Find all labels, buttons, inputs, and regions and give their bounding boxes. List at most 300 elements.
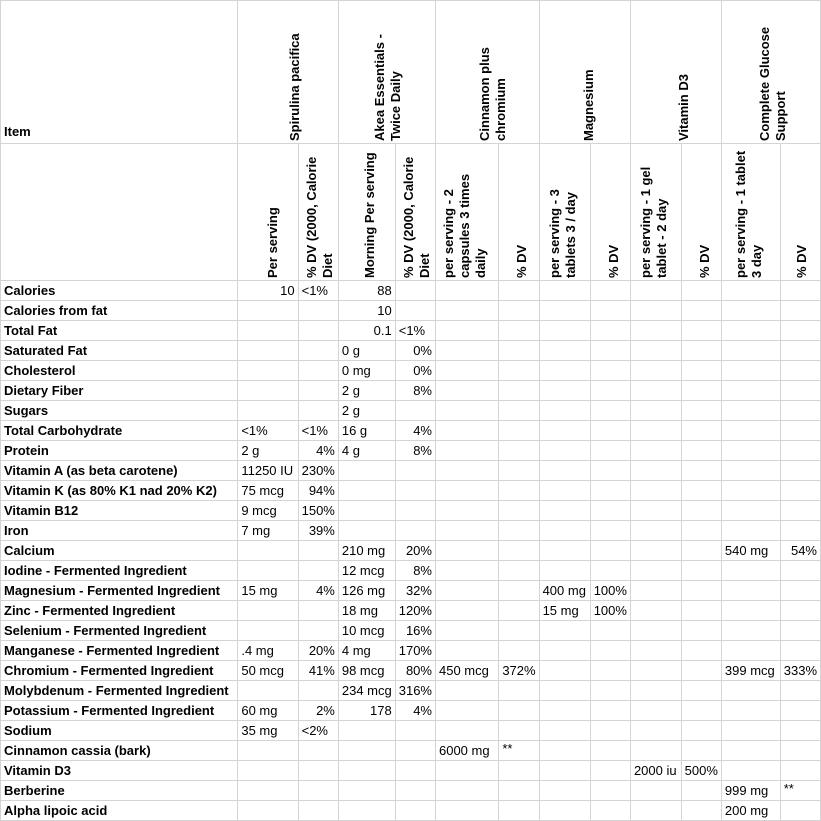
table-cell bbox=[298, 301, 338, 321]
table-cell: 50 mcg bbox=[238, 661, 298, 681]
table-cell: 60 mg bbox=[238, 701, 298, 721]
table-cell bbox=[238, 601, 298, 621]
table-cell bbox=[338, 461, 395, 481]
table-cell bbox=[630, 701, 681, 721]
product-name: Vitamin D3 bbox=[675, 74, 691, 141]
product-name: Complete Glucose Support bbox=[756, 26, 788, 141]
table-cell bbox=[721, 341, 780, 361]
table-cell: 120% bbox=[395, 601, 435, 621]
table-cell: 32% bbox=[395, 581, 435, 601]
table-cell: 4 mg bbox=[338, 641, 395, 661]
table-cell bbox=[681, 561, 721, 581]
table-cell bbox=[238, 341, 298, 361]
table-cell bbox=[590, 621, 630, 641]
table-cell bbox=[499, 361, 539, 381]
table-cell bbox=[499, 521, 539, 541]
table-cell bbox=[338, 721, 395, 741]
table-cell bbox=[435, 721, 498, 741]
table-cell bbox=[780, 401, 820, 421]
table-cell bbox=[499, 681, 539, 701]
table-cell: 2% bbox=[298, 701, 338, 721]
table-cell bbox=[435, 441, 498, 461]
table-cell bbox=[630, 401, 681, 421]
table-row bbox=[1, 401, 821, 421]
table-cell bbox=[780, 281, 820, 301]
table-cell bbox=[298, 681, 338, 701]
row-label: Calories bbox=[1, 281, 238, 301]
table-cell bbox=[395, 781, 435, 801]
table-cell bbox=[721, 581, 780, 601]
table-cell bbox=[238, 361, 298, 381]
table-cell: 88 bbox=[338, 281, 395, 301]
table-cell bbox=[435, 481, 498, 501]
table-cell bbox=[338, 741, 395, 761]
table-cell bbox=[590, 521, 630, 541]
table-cell bbox=[238, 381, 298, 401]
table-cell bbox=[780, 461, 820, 481]
table-cell bbox=[539, 401, 590, 421]
table-cell bbox=[721, 741, 780, 761]
table-cell bbox=[539, 541, 590, 561]
table-cell bbox=[590, 761, 630, 781]
table-cell bbox=[780, 481, 820, 501]
table-cell: <1% bbox=[238, 421, 298, 441]
table-cell: 10 mcg bbox=[338, 621, 395, 641]
table-cell bbox=[539, 281, 590, 301]
table-cell bbox=[238, 401, 298, 421]
table-cell bbox=[630, 541, 681, 561]
table-row bbox=[1, 521, 821, 541]
table-cell bbox=[681, 361, 721, 381]
table-cell bbox=[435, 521, 498, 541]
table-cell: <1% bbox=[298, 281, 338, 301]
table-cell bbox=[590, 561, 630, 581]
table-cell bbox=[298, 341, 338, 361]
table-cell bbox=[721, 461, 780, 481]
item-column-header: Item bbox=[1, 1, 238, 144]
table-cell bbox=[780, 361, 820, 381]
table-cell: 2 g bbox=[238, 441, 298, 461]
table-cell bbox=[298, 361, 338, 381]
table-cell bbox=[630, 741, 681, 761]
table-cell bbox=[681, 801, 721, 821]
table-cell bbox=[630, 561, 681, 581]
table-cell bbox=[780, 621, 820, 641]
table-cell bbox=[395, 521, 435, 541]
table-cell bbox=[590, 721, 630, 741]
table-cell bbox=[298, 621, 338, 641]
table-cell bbox=[630, 461, 681, 481]
table-row bbox=[1, 301, 821, 321]
table-cell bbox=[238, 541, 298, 561]
table-cell bbox=[681, 701, 721, 721]
table-cell bbox=[298, 401, 338, 421]
table-row bbox=[1, 621, 821, 641]
table-cell: 4% bbox=[298, 581, 338, 601]
table-cell bbox=[298, 601, 338, 621]
table-cell bbox=[590, 781, 630, 801]
table-cell bbox=[780, 381, 820, 401]
table-cell bbox=[539, 701, 590, 721]
subheader-text: % DV bbox=[793, 244, 809, 278]
row-label: Sodium bbox=[1, 721, 238, 741]
table-cell bbox=[435, 361, 498, 381]
table-cell bbox=[435, 561, 498, 581]
table-cell bbox=[435, 601, 498, 621]
table-cell: 2 g bbox=[338, 381, 395, 401]
row-label: Cholesterol bbox=[1, 361, 238, 381]
table-cell bbox=[435, 541, 498, 561]
table-cell bbox=[539, 661, 590, 681]
table-cell: 10 bbox=[338, 301, 395, 321]
table-cell bbox=[630, 601, 681, 621]
product-header bbox=[721, 1, 820, 144]
table-cell bbox=[681, 641, 721, 661]
table-cell bbox=[590, 461, 630, 481]
table-cell bbox=[721, 621, 780, 641]
table-cell: 999 mg bbox=[721, 781, 780, 801]
table-cell: 12 mcg bbox=[338, 561, 395, 581]
table-cell bbox=[630, 801, 681, 821]
table-cell bbox=[395, 741, 435, 761]
table-row bbox=[1, 781, 821, 801]
table-cell bbox=[681, 341, 721, 361]
subheader-cell bbox=[780, 144, 820, 281]
table-cell bbox=[780, 801, 820, 821]
table-cell bbox=[435, 701, 498, 721]
table-cell bbox=[721, 421, 780, 441]
table-cell bbox=[721, 381, 780, 401]
empty-subheader-cell bbox=[1, 144, 238, 281]
table-cell bbox=[435, 681, 498, 701]
table-cell bbox=[721, 641, 780, 661]
table-cell bbox=[630, 721, 681, 741]
table-cell: 98 mcg bbox=[338, 661, 395, 681]
table-cell: <2% bbox=[298, 721, 338, 741]
table-cell bbox=[630, 341, 681, 361]
table-cell bbox=[681, 781, 721, 801]
table-cell bbox=[721, 521, 780, 541]
table-cell: 372% bbox=[499, 661, 539, 681]
product-name: Magnesium bbox=[580, 69, 596, 141]
subheader-text: per serving - 1 tablet 3 day bbox=[732, 150, 764, 278]
table-cell bbox=[238, 621, 298, 641]
table-row bbox=[1, 421, 821, 441]
table-cell bbox=[499, 621, 539, 641]
table-cell bbox=[721, 481, 780, 501]
table-cell bbox=[499, 461, 539, 481]
table-cell bbox=[780, 761, 820, 781]
table-cell bbox=[590, 501, 630, 521]
table-cell bbox=[238, 741, 298, 761]
row-label: Total Carbohydrate bbox=[1, 421, 238, 441]
table-cell bbox=[681, 621, 721, 641]
row-label: Zinc - Fermented Ingredient bbox=[1, 601, 238, 621]
table-cell bbox=[721, 681, 780, 701]
table-cell bbox=[338, 501, 395, 521]
row-label: Calcium bbox=[1, 541, 238, 561]
table-cell: 9 mcg bbox=[238, 501, 298, 521]
table-cell bbox=[681, 541, 721, 561]
subheader-cell bbox=[590, 144, 630, 281]
table-cell bbox=[539, 361, 590, 381]
table-cell bbox=[780, 581, 820, 601]
table-cell bbox=[721, 441, 780, 461]
table-cell bbox=[590, 381, 630, 401]
row-label: Total Fat bbox=[1, 321, 238, 341]
subheader-text: % DV bbox=[696, 244, 712, 278]
row-label: Dietary Fiber bbox=[1, 381, 238, 401]
table-cell bbox=[338, 801, 395, 821]
table-cell bbox=[298, 741, 338, 761]
table-cell bbox=[630, 661, 681, 681]
table-row bbox=[1, 361, 821, 381]
subheader-cell bbox=[298, 144, 338, 281]
table-row bbox=[1, 501, 821, 521]
table-cell bbox=[435, 421, 498, 441]
subheader-cell bbox=[435, 144, 498, 281]
table-cell bbox=[539, 521, 590, 541]
table-cell bbox=[395, 801, 435, 821]
table-cell bbox=[780, 561, 820, 581]
row-label: Saturated Fat bbox=[1, 341, 238, 361]
row-label: Molybdenum - Fermented Ingredient bbox=[1, 681, 238, 701]
table-cell bbox=[681, 421, 721, 441]
table-cell bbox=[539, 321, 590, 341]
table-cell bbox=[590, 281, 630, 301]
table-cell bbox=[499, 481, 539, 501]
table-cell bbox=[721, 721, 780, 741]
table-cell bbox=[539, 621, 590, 641]
subheader-cell bbox=[630, 144, 681, 281]
table-cell bbox=[499, 501, 539, 521]
table-row bbox=[1, 581, 821, 601]
table-cell bbox=[298, 321, 338, 341]
table-cell bbox=[499, 401, 539, 421]
table-cell: <1% bbox=[298, 421, 338, 441]
table-cell: 399 mcg bbox=[721, 661, 780, 681]
table-cell bbox=[681, 381, 721, 401]
row-label: Vitamin A (as beta carotene) bbox=[1, 461, 238, 481]
table-cell bbox=[681, 461, 721, 481]
table-cell: ** bbox=[780, 781, 820, 801]
table-cell bbox=[590, 301, 630, 321]
table-cell bbox=[539, 681, 590, 701]
product-header-row bbox=[1, 1, 821, 144]
table-cell: 400 mg bbox=[539, 581, 590, 601]
table-cell: 100% bbox=[590, 601, 630, 621]
table-cell bbox=[298, 781, 338, 801]
table-cell bbox=[780, 501, 820, 521]
table-cell bbox=[721, 601, 780, 621]
table-row bbox=[1, 381, 821, 401]
row-label: Manganese - Fermented Ingredient bbox=[1, 641, 238, 661]
table-cell bbox=[499, 281, 539, 301]
table-cell bbox=[681, 281, 721, 301]
table-row bbox=[1, 701, 821, 721]
table-cell: 7 mg bbox=[238, 521, 298, 541]
table-cell bbox=[590, 341, 630, 361]
table-cell: 200 mg bbox=[721, 801, 780, 821]
table-cell bbox=[780, 421, 820, 441]
table-cell bbox=[338, 781, 395, 801]
table-cell bbox=[630, 441, 681, 461]
table-cell bbox=[499, 701, 539, 721]
table-cell bbox=[435, 801, 498, 821]
table-cell: 8% bbox=[395, 381, 435, 401]
subheader-cell bbox=[238, 144, 298, 281]
table-row bbox=[1, 321, 821, 341]
table-cell bbox=[539, 441, 590, 461]
table-cell bbox=[721, 301, 780, 321]
table-cell: 16 g bbox=[338, 421, 395, 441]
subheader-text: Morning Per serving bbox=[361, 152, 377, 278]
row-label: Potassium - Fermented Ingredient bbox=[1, 701, 238, 721]
table-cell bbox=[780, 741, 820, 761]
table-cell bbox=[681, 661, 721, 681]
table-cell: 18 mg bbox=[338, 601, 395, 621]
table-cell: 150% bbox=[298, 501, 338, 521]
table-cell bbox=[539, 781, 590, 801]
table-cell bbox=[499, 781, 539, 801]
table-cell bbox=[435, 621, 498, 641]
table-cell bbox=[395, 501, 435, 521]
table-cell bbox=[395, 721, 435, 741]
row-label: Vitamin B12 bbox=[1, 501, 238, 521]
table-cell: 8% bbox=[395, 561, 435, 581]
table-cell bbox=[238, 801, 298, 821]
table-row bbox=[1, 541, 821, 561]
table-cell bbox=[590, 441, 630, 461]
table-cell bbox=[539, 421, 590, 441]
subheader-cell bbox=[721, 144, 780, 281]
product-header bbox=[435, 1, 539, 144]
table-cell: 450 mcg bbox=[435, 661, 498, 681]
table-cell bbox=[539, 641, 590, 661]
product-header bbox=[630, 1, 721, 144]
table-cell bbox=[590, 321, 630, 341]
table-cell: 210 mg bbox=[338, 541, 395, 561]
table-cell bbox=[721, 761, 780, 781]
table-cell bbox=[499, 761, 539, 781]
table-cell bbox=[630, 381, 681, 401]
table-cell bbox=[681, 441, 721, 461]
table-cell: 0% bbox=[395, 361, 435, 381]
table-cell bbox=[499, 801, 539, 821]
row-label: Magnesium - Fermented Ingredient bbox=[1, 581, 238, 601]
table-cell bbox=[721, 321, 780, 341]
table-cell bbox=[681, 521, 721, 541]
table-cell bbox=[630, 781, 681, 801]
table-cell bbox=[395, 401, 435, 421]
table-cell bbox=[780, 441, 820, 461]
subheader-text: per serving - 2 capsules 3 times daily bbox=[440, 173, 488, 278]
table-cell bbox=[435, 581, 498, 601]
table-row bbox=[1, 641, 821, 661]
table-cell bbox=[681, 301, 721, 321]
subheader-text: Per serving bbox=[265, 207, 281, 278]
table-cell bbox=[681, 581, 721, 601]
table-cell bbox=[238, 761, 298, 781]
table-cell: 10 bbox=[238, 281, 298, 301]
table-cell bbox=[435, 341, 498, 361]
table-cell: 0% bbox=[395, 341, 435, 361]
table-cell bbox=[630, 641, 681, 661]
table-cell: 540 mg bbox=[721, 541, 780, 561]
table-cell: 75 mcg bbox=[238, 481, 298, 501]
subheader-row bbox=[1, 144, 821, 281]
row-label: Selenium - Fermented Ingredient bbox=[1, 621, 238, 641]
table-cell bbox=[539, 341, 590, 361]
product-name: Akea Essentials - Twice Daily bbox=[371, 34, 403, 141]
table-cell bbox=[238, 681, 298, 701]
table-cell bbox=[630, 281, 681, 301]
row-label: Alpha lipoic acid bbox=[1, 801, 238, 821]
row-label: Chromium - Fermented Ingredient bbox=[1, 661, 238, 681]
subheader-cell bbox=[395, 144, 435, 281]
table-cell bbox=[681, 601, 721, 621]
table-cell bbox=[630, 481, 681, 501]
subheader-cell bbox=[539, 144, 590, 281]
table-cell bbox=[721, 701, 780, 721]
table-cell bbox=[395, 761, 435, 781]
table-cell bbox=[499, 721, 539, 741]
subheader-text: % DV bbox=[514, 244, 530, 278]
table-cell bbox=[780, 521, 820, 541]
table-cell bbox=[499, 381, 539, 401]
product-header bbox=[338, 1, 435, 144]
table-cell bbox=[298, 761, 338, 781]
table-cell bbox=[780, 641, 820, 661]
table-cell bbox=[590, 641, 630, 661]
table-cell bbox=[590, 701, 630, 721]
table-cell bbox=[780, 321, 820, 341]
table-cell bbox=[435, 501, 498, 521]
table-cell bbox=[630, 521, 681, 541]
table-row bbox=[1, 601, 821, 621]
subheader-cell bbox=[499, 144, 539, 281]
table-cell bbox=[395, 481, 435, 501]
table-row bbox=[1, 761, 821, 781]
table-cell: 234 mcg bbox=[338, 681, 395, 701]
table-cell bbox=[435, 281, 498, 301]
subheader-text: % DV (2000, Calorie Diet bbox=[400, 156, 432, 278]
table-cell bbox=[338, 761, 395, 781]
table-cell bbox=[435, 381, 498, 401]
table-cell: 4% bbox=[395, 421, 435, 441]
table-cell bbox=[298, 541, 338, 561]
table-row bbox=[1, 681, 821, 701]
table-cell bbox=[539, 761, 590, 781]
table-cell bbox=[721, 281, 780, 301]
table-cell bbox=[539, 801, 590, 821]
table-cell bbox=[721, 501, 780, 521]
table-cell bbox=[721, 561, 780, 581]
product-header bbox=[238, 1, 339, 144]
table-cell bbox=[499, 541, 539, 561]
table-cell: 178 bbox=[338, 701, 395, 721]
table-cell: 20% bbox=[395, 541, 435, 561]
table-cell: 100% bbox=[590, 581, 630, 601]
table-cell bbox=[590, 741, 630, 761]
table-cell bbox=[499, 341, 539, 361]
table-cell bbox=[681, 501, 721, 521]
table-row bbox=[1, 741, 821, 761]
table-cell bbox=[630, 421, 681, 441]
table-cell: 54% bbox=[780, 541, 820, 561]
table-cell bbox=[539, 501, 590, 521]
table-cell bbox=[780, 601, 820, 621]
